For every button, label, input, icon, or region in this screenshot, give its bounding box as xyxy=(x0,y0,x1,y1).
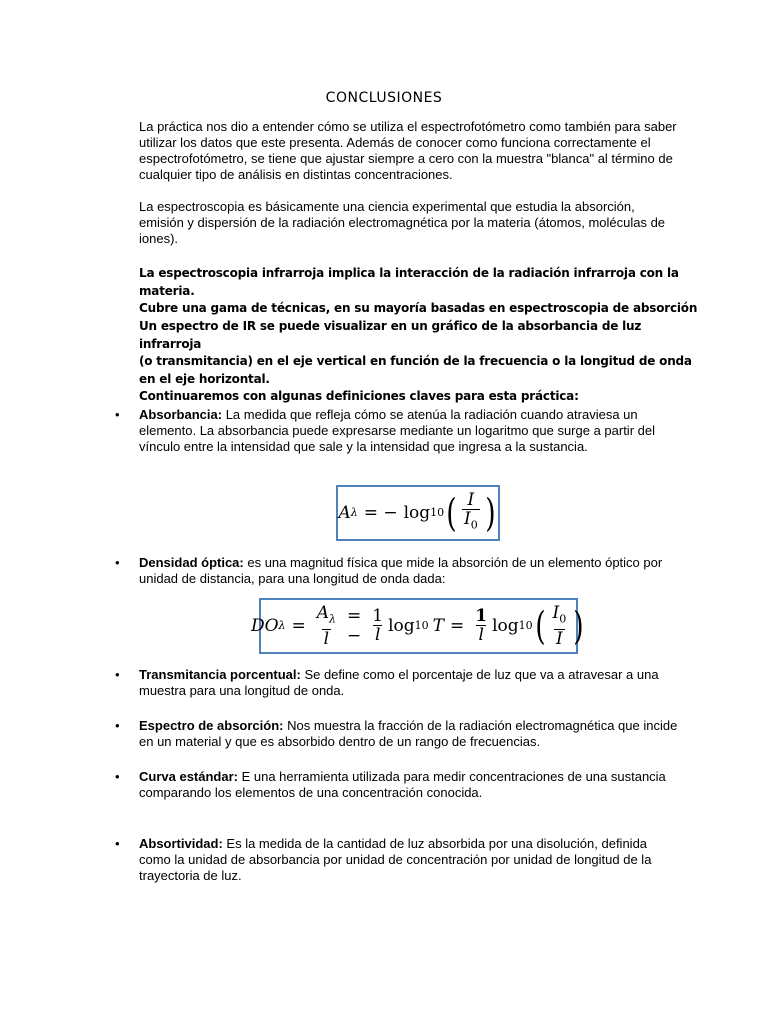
definition-transmitancia: Se define como el porcentaje de luz que va a atravesar a una muestra para una longitud de onda. xyxy=(139,667,659,698)
definition-absortividad: Es la medida de la cantidad de luz absorbida por una disolución, definida como la unidad de absorbancia por unidad de concentración por unidad de longitud de la trayectoria de luz. xyxy=(139,836,652,883)
term-espectro-absorcion: Espectro de absorción: xyxy=(139,718,284,733)
paragraph-infrarroja-line1: La espectroscopia infrarroja implica la interacción de la radiación infrarroja con la materia. xyxy=(139,266,679,298)
paragraph-espectro-ir-line2: (o transmitancia) en el eje vertical en función de la frecuencia o la longitud de onda en el eje horizontal. xyxy=(139,354,692,386)
formula-absorbancia: A λ = − log 10 ( $\frac{I}{I_0}$ ) xyxy=(336,485,500,541)
left-paren-icon: ( xyxy=(446,490,457,535)
paragraph-espectro-ir-line3: Continuaremos con algunas definiciones claves para esta práctica: xyxy=(139,389,579,403)
paragraph-espectro-ir xyxy=(139,318,699,406)
term-curva-estandar: Curva estándar: xyxy=(139,769,238,784)
definition-absorbancia: La medida que refleja cómo se atenúa la radiación cuando atraviesa un elemento. La absorbancia puede expresarse mediante un logaritmo que surge a partir del vínculo entre la intensidad que sale y la intensidad que ingresa a la sustancia. xyxy=(139,407,655,454)
definition-densidad-optica: es una magnitud física que mide la absorción de un elemento óptico por unidad de distancia, para una longitud de onda dada: xyxy=(139,555,663,586)
bullet-icon: • xyxy=(115,407,120,422)
paragraph-infrarroja-line2: Cubre una gama de técnicas, en su mayoría basadas en espectroscopia de absorción xyxy=(139,301,698,315)
paragraph-practica: La práctica nos dio a entender cómo se utiliza el espectrofotómetro como también para saber utilizar los datos que este presenta. Además de conocer como funciona correctamente el espectrofotómetro, se tiene que ajustar siempre a cero con la muestra "blanca" al término de cualquier tipo de análisis en distintas concentraciones. xyxy=(139,119,677,182)
bullet-icon: • xyxy=(115,836,120,851)
right-paren-icon: ) xyxy=(573,603,584,648)
paragraph-infrarroja xyxy=(139,265,699,318)
formula-densidad-optica: DO λ = $\frac{A_\lambda}{l}$ = − $\frac{1}{l}$ log 10 T = $\frac{1}{l}$ log 10 ( $\frac{I_0}{I}$ ) xyxy=(259,598,578,654)
bullet-icon: • xyxy=(115,769,120,784)
term-absorbancia: Absorbancia: xyxy=(139,407,223,422)
term-densidad-optica: Densidad óptica: xyxy=(139,555,244,570)
bullet-icon: • xyxy=(115,667,120,682)
paragraph-espectroscopia: La espectroscopia es básicamente una ciencia experimental que estudia la absorción, emisión y dispersión de la radiación electromagnética por la materia (átomos, moléculas de iones). xyxy=(139,199,666,246)
definition-espectro-absorcion: Nos muestra la fracción de la radiación electromagnética que incide en un material y que es absorbido dentro de un rango de frecuencias. xyxy=(139,718,678,749)
bullet-icon: • xyxy=(115,555,120,570)
term-absortividad: Absortividad: xyxy=(139,836,223,851)
page-title: CONCLUSIONES xyxy=(325,90,443,106)
definition-curva-estandar: E una herramienta utilizada para medir concentraciones de una sustancia comparando los elementos de una concentración conocida. xyxy=(139,769,666,800)
right-paren-icon: ) xyxy=(484,490,496,535)
left-paren-icon: ( xyxy=(534,603,546,648)
term-transmitancia: Transmitancia porcentual: xyxy=(139,667,301,682)
paragraph-espectro-ir-line1: Un espectro de IR se puede visualizar en un gráfico de la absorbancia de luz infrarroja xyxy=(139,319,642,351)
bullet-icon: • xyxy=(115,718,120,733)
